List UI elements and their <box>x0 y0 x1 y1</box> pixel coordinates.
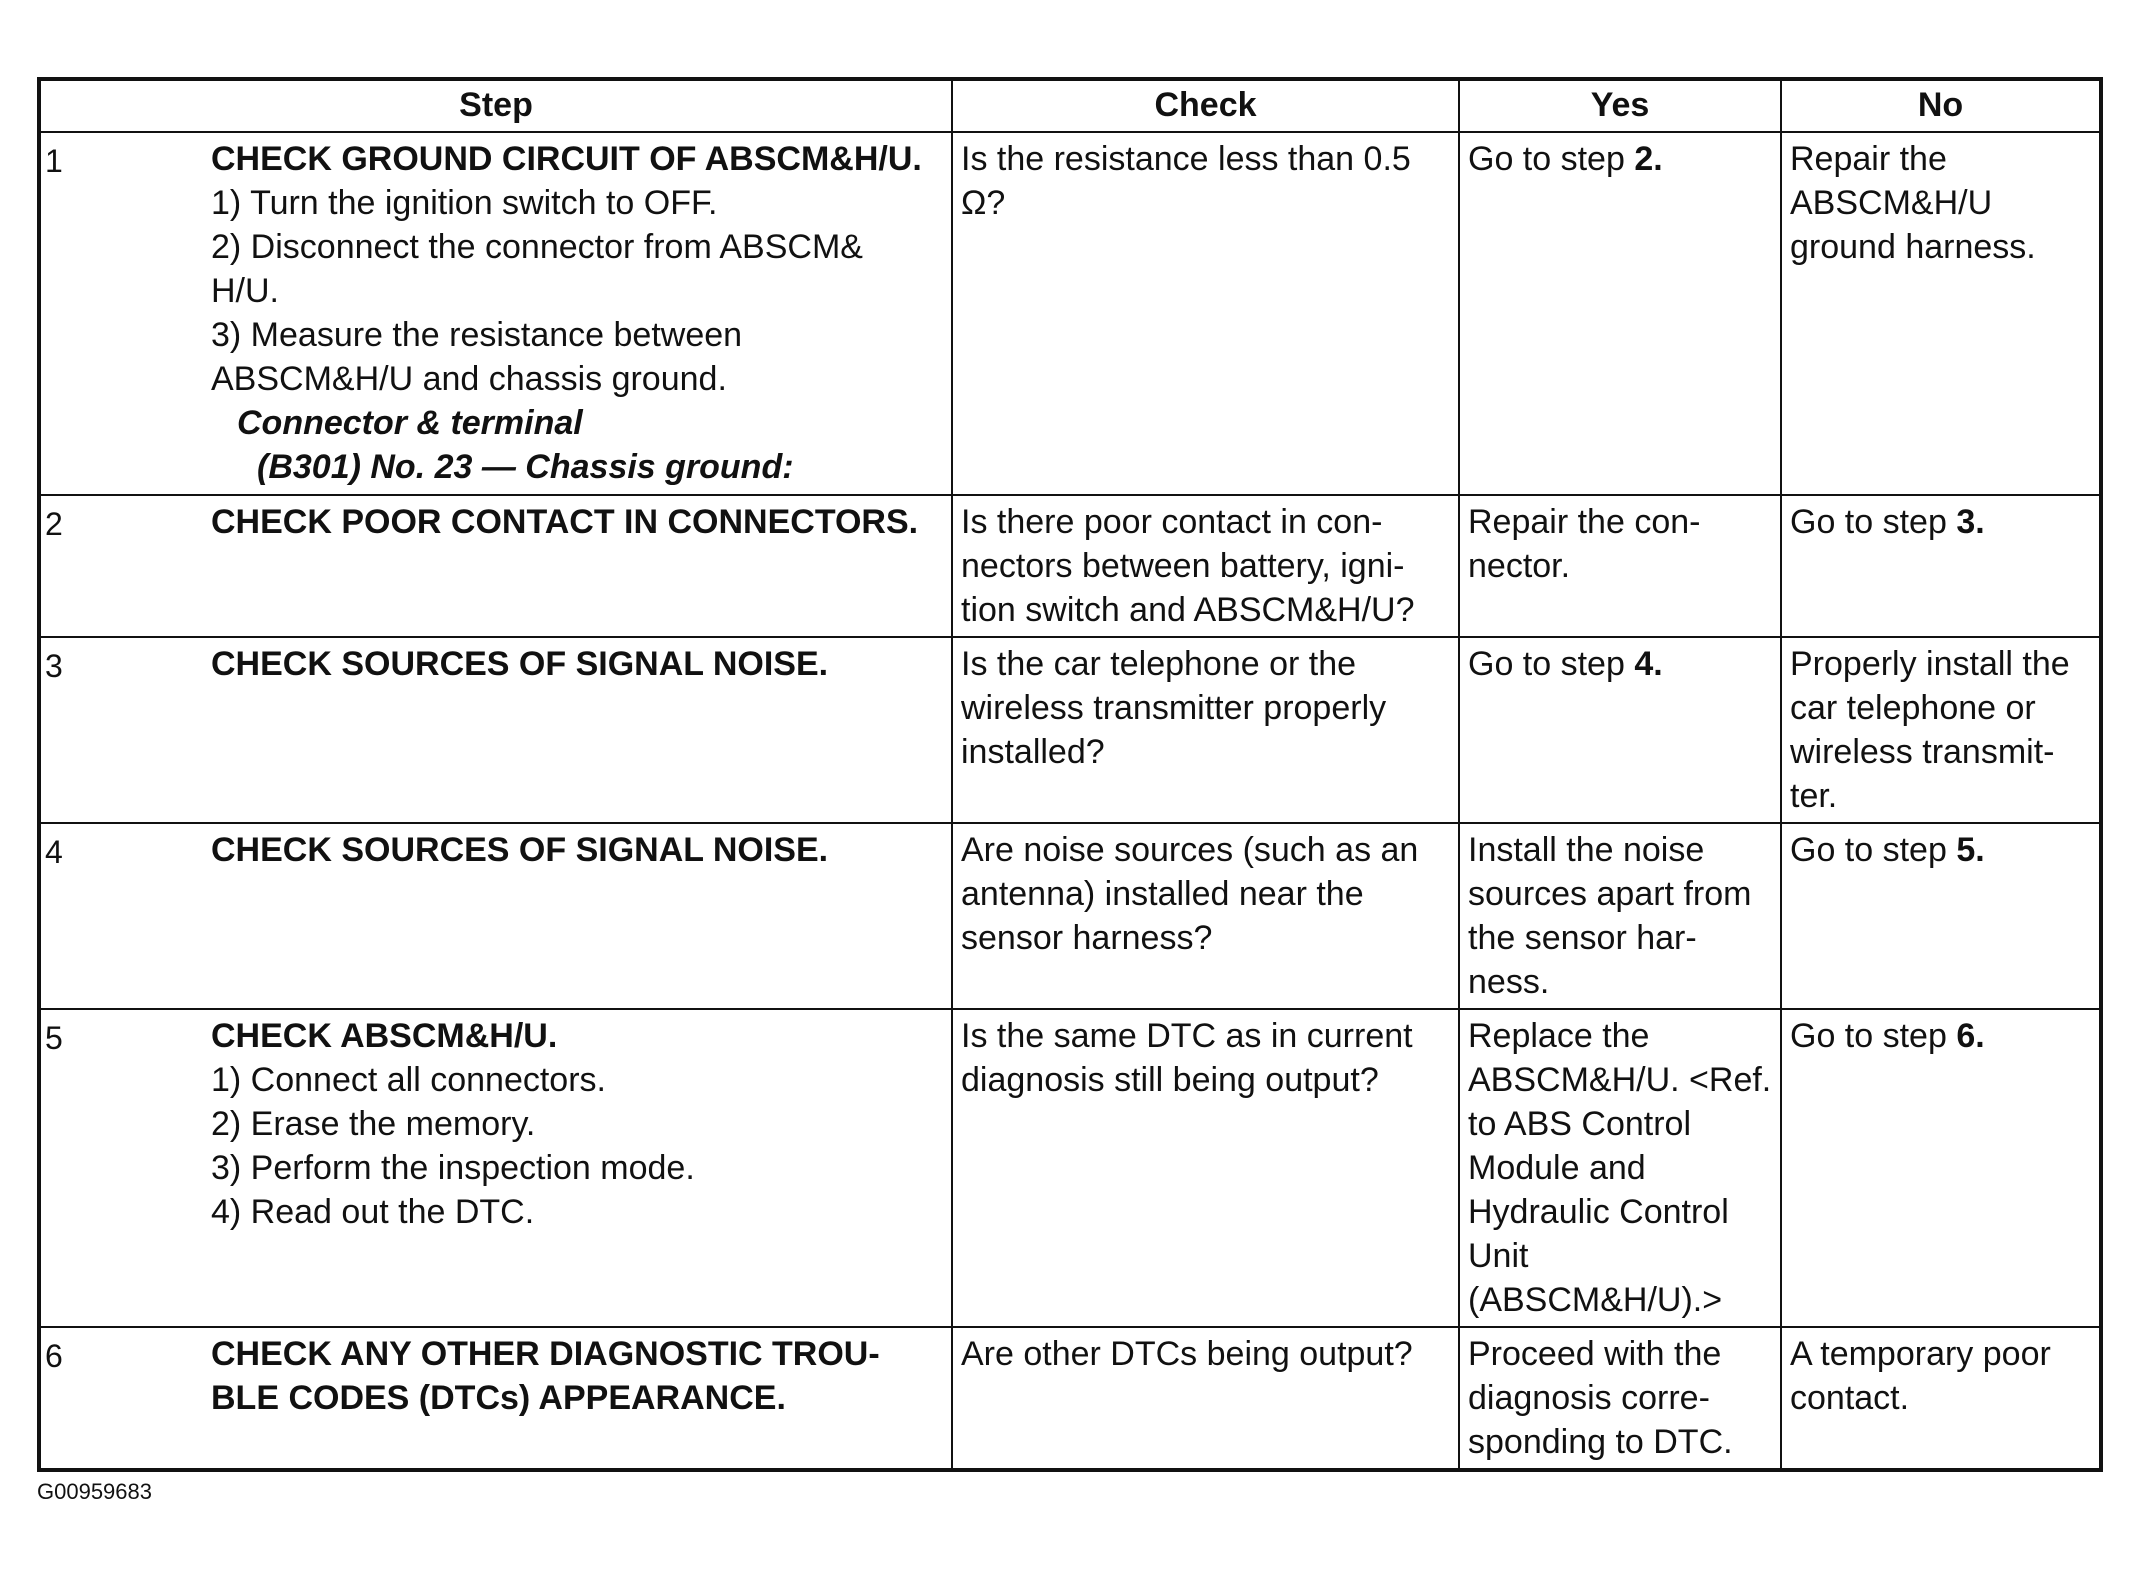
no-step-ref: 6. <box>1956 1017 1985 1055</box>
check-cell: Are other DTCs being output? <box>952 1327 1459 1470</box>
no-cell: A temporary poor contact. <box>1781 1327 2101 1470</box>
step-instruction: 3) Measure the resistance between <box>211 316 743 354</box>
connector-label: Connector & terminal <box>237 404 583 442</box>
yes-step-ref: 4. <box>1634 645 1663 683</box>
step-cell <box>39 495 952 637</box>
step-title: CHECK SOURCES OF SIGNAL NOISE. <box>211 645 829 683</box>
step-cell <box>39 1327 952 1470</box>
check-cell: Is the car telephone or the wireless transmitter properly installed? <box>952 637 1459 823</box>
step-number: 4 <box>45 834 63 870</box>
step-instruction: 3) Perform the inspection mode. <box>211 1149 695 1187</box>
table-row <box>39 132 2101 495</box>
table-row <box>39 637 2101 823</box>
step-title: CHECK ABSCM&H/U. <box>211 1017 558 1055</box>
check-cell: Is the same DTC as in current diagnosis still being output? <box>952 1009 1459 1327</box>
step-body <box>211 1014 943 1234</box>
step-body <box>211 642 943 686</box>
header-step: Step <box>39 79 952 132</box>
connector-value: (B301) No. 23 — Chassis ground: <box>257 448 794 486</box>
yes-cell: Repair the con-nector. <box>1459 495 1781 637</box>
no-text: Go to step <box>1790 831 1957 869</box>
no-cell: Repair the ABSCM&H/U ground harness. <box>1781 132 2101 495</box>
step-body <box>211 828 943 872</box>
step-instruction: 1) Turn the ignition switch to OFF. <box>211 184 718 222</box>
step-title: CHECK ANY OTHER DIAGNOSTIC TROU-BLE CODES (DTCs) APPEARANCE. <box>211 1335 880 1417</box>
no-text: Go to step <box>1790 1017 1957 1055</box>
figure-code: G00959683 <box>37 1479 152 1504</box>
step-instruction: ABSCM&H/U and chassis ground. <box>211 360 727 398</box>
yes-step-ref: 2. <box>1634 140 1663 178</box>
table-row <box>39 495 2101 637</box>
no-text: Go to step <box>1790 503 1957 541</box>
step-title: CHECK POOR CONTACT IN CONNECTORS. <box>211 503 919 541</box>
check-cell: Is there poor contact in con-nectors between battery, igni-tion switch and ABSCM&H/U? <box>952 495 1459 637</box>
table-header-row <box>39 79 2101 132</box>
step-instruction: 4) Read out the DTC. <box>211 1193 535 1231</box>
yes-cell: Install the noise sources apart from the sensor har-ness. <box>1459 823 1781 1009</box>
step-instruction: H/U. <box>211 272 279 310</box>
no-step-ref: 3. <box>1956 503 1985 541</box>
step-number: 2 <box>45 506 63 542</box>
step-number: 3 <box>45 648 63 684</box>
step-body <box>211 500 943 544</box>
step-instruction: 1) Connect all connectors. <box>211 1061 606 1099</box>
step-number: 6 <box>45 1338 63 1374</box>
no-cell <box>1781 823 2101 1009</box>
step-instruction: 2) Erase the memory. <box>211 1105 536 1143</box>
step-body <box>211 1332 943 1420</box>
check-cell: Is the resistance less than 0.5 Ω? <box>952 132 1459 495</box>
step-cell <box>39 132 952 495</box>
header-no: No <box>1781 79 2101 132</box>
step-title: CHECK GROUND CIRCUIT OF ABSCM&H/U. <box>211 140 922 178</box>
table-row <box>39 823 2101 1009</box>
table-row <box>39 1009 2101 1327</box>
yes-cell <box>1459 637 1781 823</box>
step-number: 1 <box>45 143 63 179</box>
no-cell <box>1781 1009 2101 1327</box>
header-yes: Yes <box>1459 79 1781 132</box>
step-instruction: 2) Disconnect the connector from ABSCM& <box>211 228 863 266</box>
table-row <box>39 1327 2101 1470</box>
yes-cell <box>1459 132 1781 495</box>
yes-cell: Replace the ABSCM&H/U. <Ref. to ABS Control Module and Hydraulic Control Unit (ABSCM&H/U).> <box>1459 1009 1781 1327</box>
check-cell: Are noise sources (such as an antenna) installed near the sensor harness? <box>952 823 1459 1009</box>
step-cell <box>39 823 952 1009</box>
header-check: Check <box>952 79 1459 132</box>
step-body <box>211 137 943 489</box>
no-step-ref: 5. <box>1956 831 1985 869</box>
step-cell <box>39 1009 952 1327</box>
step-cell <box>39 637 952 823</box>
no-cell: Properly install the car telephone or wireless transmit-ter. <box>1781 637 2101 823</box>
no-cell <box>1781 495 2101 637</box>
step-number: 5 <box>45 1020 63 1056</box>
yes-cell: Proceed with the diagnosis corre-sponding to DTC. <box>1459 1327 1781 1470</box>
diagnostic-table <box>37 77 2103 1472</box>
yes-text: Go to step <box>1468 140 1635 178</box>
step-title: CHECK SOURCES OF SIGNAL NOISE. <box>211 831 829 869</box>
yes-text: Go to step <box>1468 645 1635 683</box>
